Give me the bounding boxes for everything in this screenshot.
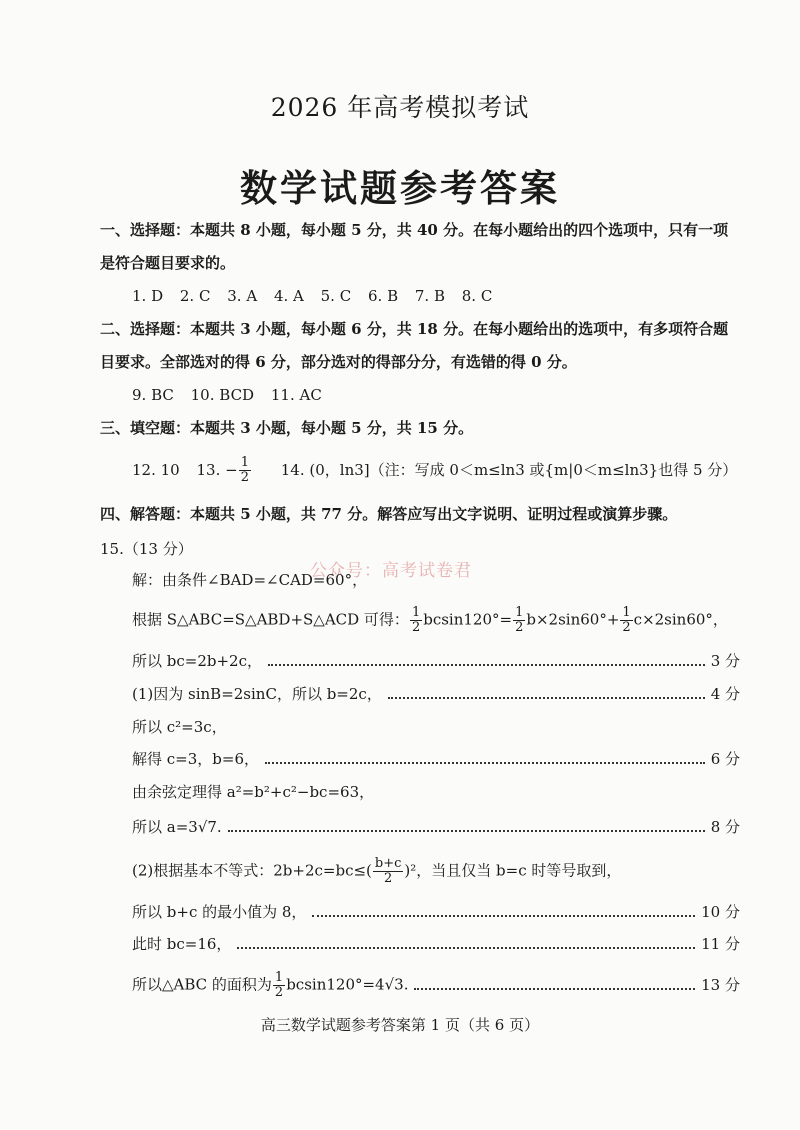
- section1-heading: 一、选择题：本题共 8 小题，每小题 5 分，共 40 分。在每小题给出的四个选项中，只有一项是符合题目要求的。: [100, 221, 729, 272]
- section3-heading: 三、填空题：本题共 3 小题，每小题 5 分，共 15 分。: [100, 419, 474, 437]
- q15-line-8: 所以 a=3√7. 8 分: [132, 815, 740, 839]
- answer-4: 4. A: [273, 287, 304, 305]
- page-footer: 高三数学试题参考答案第 1 页（共 6 页）: [260, 1016, 540, 1034]
- exam-title: 2026 年高考模拟考试: [270, 93, 530, 122]
- score-6: 6 分: [710, 750, 740, 768]
- answer-10: 10. BCD: [190, 386, 255, 404]
- answer-key-title: 数学试题参考答案: [240, 166, 560, 210]
- q15-line-4: (1)因为 sinB=2sinC，所以 b=2c， 4 分: [132, 682, 740, 706]
- question-15-label: 15.（13 分）: [100, 540, 193, 558]
- score-4: 4 分: [710, 685, 740, 703]
- answer-3: 3. A: [227, 287, 258, 305]
- answer-7: 7. B: [414, 287, 445, 305]
- q15-line-6: 解得 c=3，b=6， 6 分: [132, 747, 740, 771]
- answer-11: 11. AC: [270, 386, 322, 404]
- section1-answers: [132, 287, 504, 305]
- q15-line-3: 所以 bc=2b+2c， 3 分: [132, 649, 740, 673]
- section3-answers: [132, 456, 749, 485]
- q15-line-9: (2)根据基本不等式：2b+2c=bc≤( $\frac{b+c}{2}$ )²，当且仅当 b=c 时等号取到，: [132, 856, 622, 886]
- score-8: 8 分: [710, 818, 740, 836]
- score-13: 13 分: [701, 976, 740, 994]
- answer-12: 12. 10: [132, 460, 180, 479]
- section2-heading: 二、选择题：本题共 3 小题，每小题 6 分，共 18 分。在每小题给出的选项中，有多项符合题目要求。全部选对的得 6 分，部分选对的得部分分，有选错的得 0 分。: [100, 320, 729, 371]
- answer-8: 8. C: [461, 287, 493, 305]
- answer-13: 13. − $\frac{1}{2}$: [196, 455, 249, 485]
- answer-9: 9. BC: [132, 386, 174, 404]
- score-3: 3 分: [710, 652, 740, 670]
- section2-answers: [132, 386, 334, 404]
- watermark: 公众号：高考试卷君: [310, 561, 472, 581]
- answer-5: 5. C: [320, 287, 352, 305]
- score-11: 11 分: [701, 935, 740, 953]
- q15-line-5: 所以 c²=3c，: [132, 718, 227, 736]
- q15-line-2: 根据 S△ABC=S△ABD+S△ACD 可得： $\frac{1}{2}$ bcsin120°= $\frac{1}{2}$ b×2sin60°+ $\frac{1}{2}$ c×2sin60°，: [132, 605, 728, 635]
- q15-line-10: 所以 b+c 的最小值为 8， 10 分: [132, 900, 740, 924]
- score-10: 10 分: [701, 903, 740, 921]
- answer-14: 14. (0，ln3]（注：写成 0＜m≤ln3 或{m|0＜m≤ln3}也得 5 分）: [280, 460, 738, 479]
- answer-6: 6. B: [367, 287, 399, 305]
- answer-2: 2. C: [179, 287, 211, 305]
- q15-line-1: 解：由条件∠BAD=∠CAD=60°，: [132, 571, 368, 589]
- answer-1: 1. D: [132, 287, 164, 305]
- q15-line-7: 由余弦定理得 a²=b²+c²−bc=63，: [132, 783, 375, 801]
- section4-heading: 四、解答题：本题共 5 小题，共 77 分。解答应写出文字说明、证明过程或演算步骤。: [100, 505, 678, 523]
- q15-line-11: 此时 bc=16， 11 分: [132, 932, 740, 956]
- q15-line-12: 所以△ABC 的面积为 $\frac{1}{2}$ bcsin120°=4√3. 13 分: [132, 969, 740, 1000]
